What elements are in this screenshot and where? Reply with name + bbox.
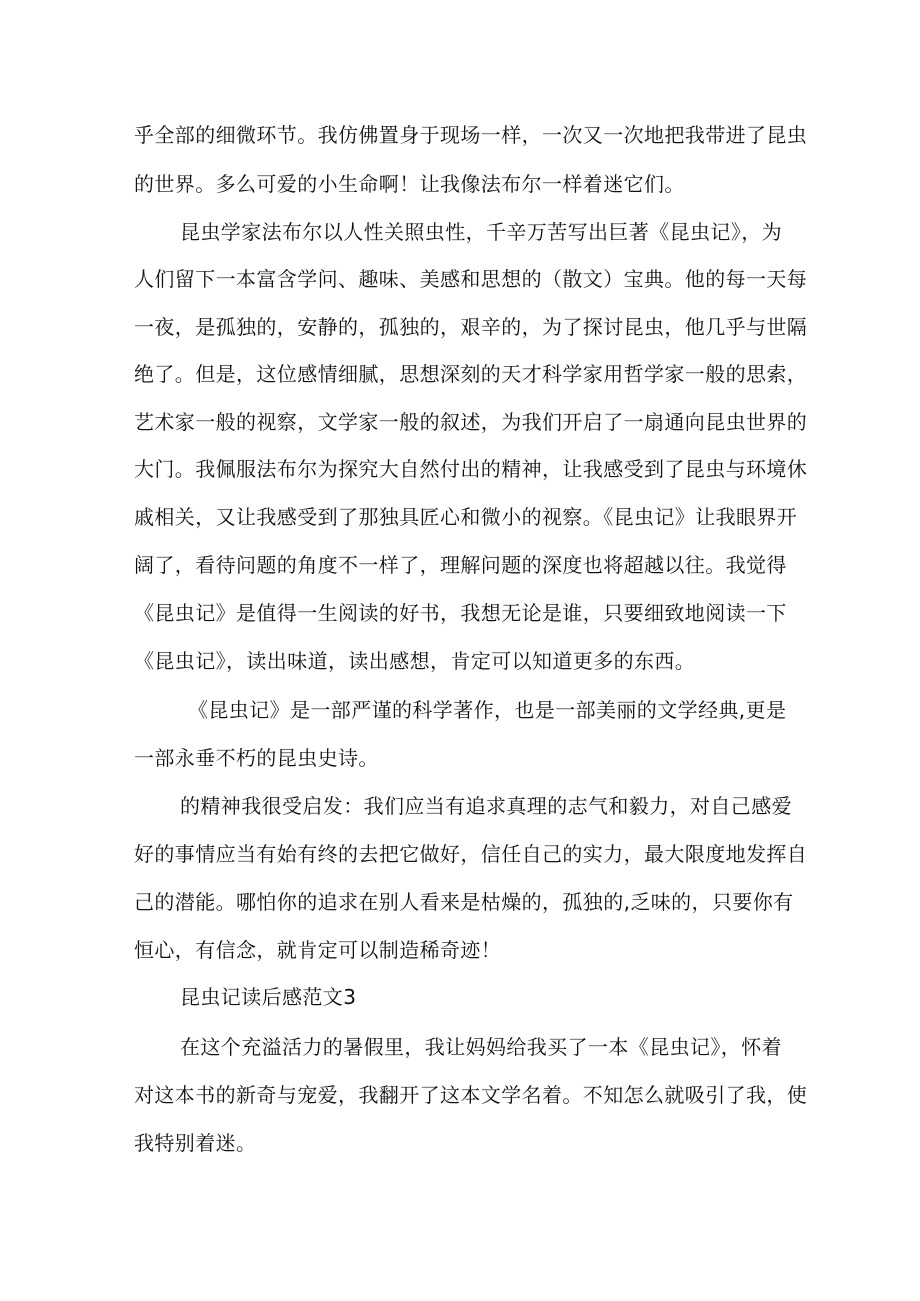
text-line: 一部永垂不朽的昆虫史诗。	[134, 746, 379, 770]
text-line: 绝了。但是，这位感情细腻，思想深刻的天才科学家用哲学家一般的思索，	[134, 362, 808, 386]
text-line: 阔了，看待问题的角度不一样了，理解问题的深度也将超越以往。我觉得	[134, 553, 787, 577]
text-line: 人们留下一本富含学问、趣味、美感和思想的（散文）宝典。他的每一天每	[134, 267, 808, 291]
text-line: 《昆虫记》，读出味道，读出感想，肯定可以知道更多的东西。	[134, 649, 696, 673]
text-line: 的世界。多么可爱的小生命啊！让我像法布尔一样着迷它们。	[134, 172, 685, 196]
text-line: 一夜，是孤独的，安静的，孤独的，艰辛的，为了探讨昆虫，他几乎与世隔	[134, 315, 808, 339]
paragraph-start-line: 在这个充溢活力的暑假里，我让妈妈给我买了一本《昆虫记》，怀着	[180, 1035, 782, 1059]
text-line: 乎全部的细微环节。我仿佛置身于现场一样，一次又一次地把我带进了昆虫	[134, 123, 808, 147]
section-heading: 昆虫记读后感范文3	[180, 985, 357, 1009]
paragraph-start-line: 《昆虫记》是一部严谨的科学著作，也是一部美丽的文学经典,更是	[188, 698, 787, 722]
paragraph-start-line: 昆虫学家法布尔以人性关照虫性，千辛万苦写出巨著《昆虫记》，为	[180, 220, 782, 244]
text-line: 艺术家一般的视察，文学家一般的叙述，为我们开启了一扇通向昆虫世界的	[134, 410, 808, 434]
text-line: 戚相关，又让我感受到了那独具匠心和微小的视察。《昆虫记》让我眼界开	[134, 505, 798, 529]
text-line: 对这本书的新奇与宠爱，我翻开了这本文学名着。不知怎么就吸引了我，使	[134, 1083, 808, 1107]
text-line: 我特别着迷。	[134, 1131, 257, 1155]
text-line: 恒心，有信念，就肯定可以制造稀奇迹！	[134, 938, 502, 962]
text-line: 大门。我佩服法布尔为探究大自然付出的精神，让我感受到了昆虫与环境休	[134, 457, 808, 481]
text-line: 好的事情应当有始有终的去把它做好，信任自己的实力，最大限度地发挥自	[134, 842, 808, 866]
paragraph-start-line: 的精神我很受启发：我们应当有追求真理的志气和毅力，对自己感爱	[180, 794, 792, 818]
text-line: 己的潜能。哪怕你的追求在别人看来是枯燥的，孤独的,乏味的，只要你有	[134, 890, 794, 914]
text-line: 《昆虫记》是值得一生阅读的好书，我想无论是谁，只要细致地阅读一下	[134, 601, 787, 625]
